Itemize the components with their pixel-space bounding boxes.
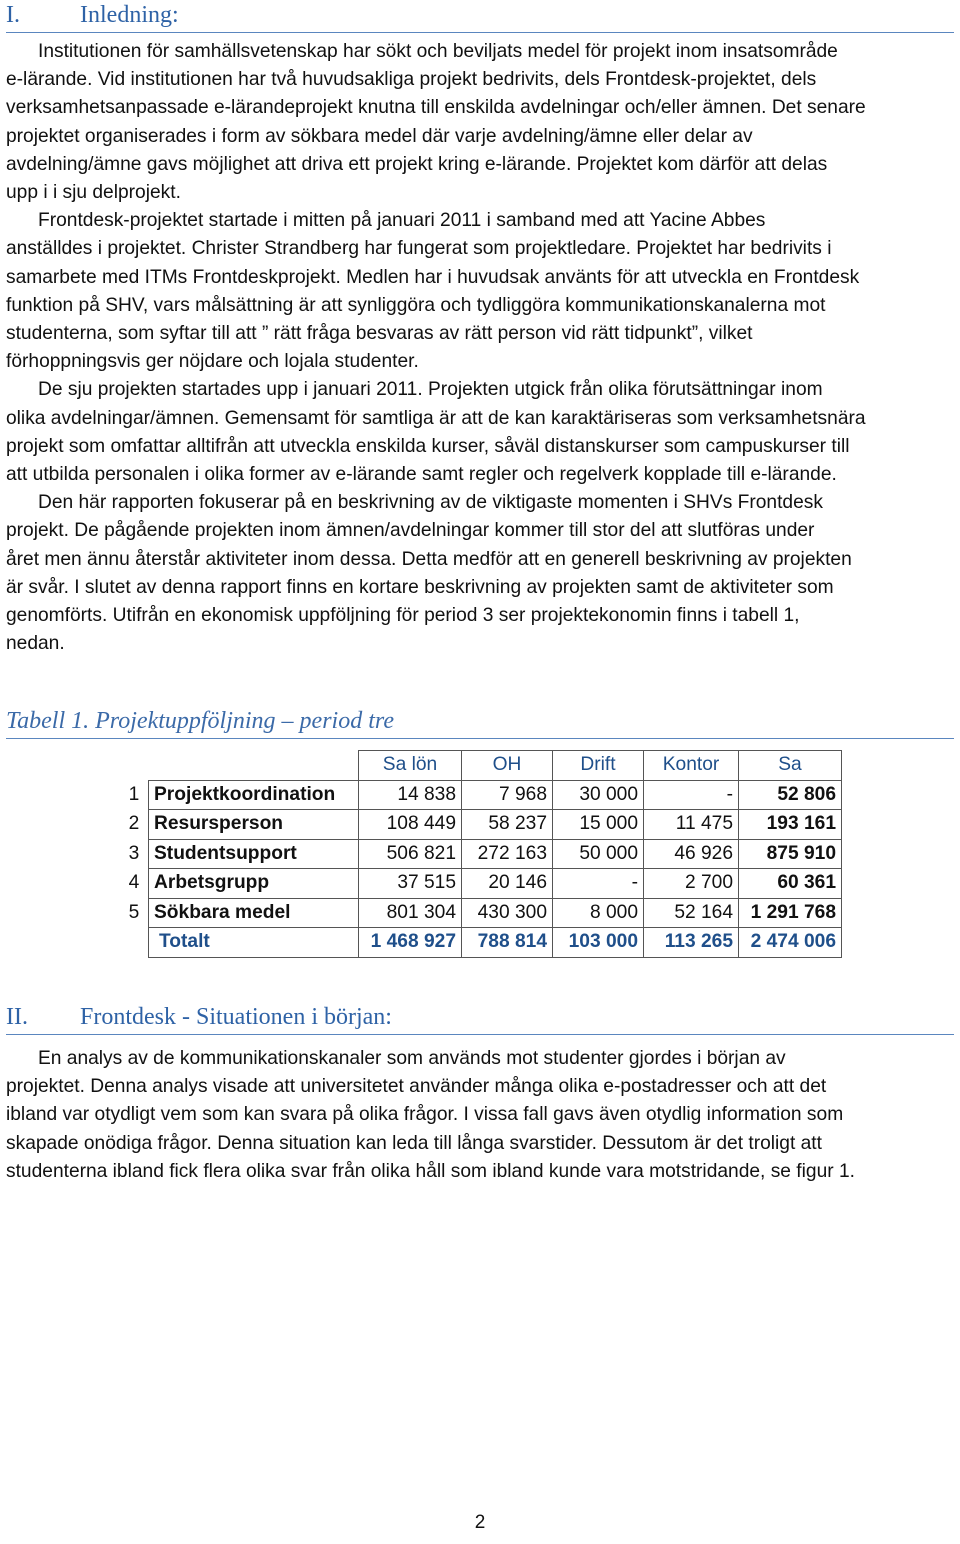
total-sa: 2 474 006 bbox=[739, 928, 842, 958]
text-line: verksamhetsanpassade e-lärandeprojekt knutna till enskilda avdelningar och/eller ämnen. Det senare bbox=[6, 97, 866, 119]
cell-sa-lon: 37 515 bbox=[359, 869, 462, 899]
project-table bbox=[120, 750, 842, 958]
text-line: anställdes i projektet. Christer Strandberg har fungerat som projektledare. Projektet har bedrivits i bbox=[6, 238, 832, 260]
intro-text bbox=[6, 38, 952, 658]
table-header-row bbox=[120, 751, 842, 781]
cell-drift: 15 000 bbox=[553, 810, 644, 840]
text-line: Frontdesk-projektet startade i mitten på januari 2011 i samband med att Yacine Abbes bbox=[6, 210, 766, 232]
cell-kontor: 46 926 bbox=[644, 839, 739, 869]
cell-sa-lon: 14 838 bbox=[359, 780, 462, 810]
cell-sa-lon: 108 449 bbox=[359, 810, 462, 840]
text-line: förhoppningsvis ger nöjdare och lojala studenter. bbox=[6, 351, 419, 373]
cell-oh: 7 968 bbox=[462, 780, 553, 810]
table-row bbox=[120, 898, 842, 928]
table-row bbox=[120, 780, 842, 810]
table-row bbox=[120, 810, 842, 840]
text-line: projektet organiserades i form av sökbara medel där varje avdelning/ämne eller delar av bbox=[6, 125, 753, 147]
row-name: Resursperson bbox=[149, 810, 359, 840]
total-sa-lon: 1 468 927 bbox=[359, 928, 462, 958]
text-line: genomförts. Utifrån en ekonomisk uppföljning för period 3 ser projektekonomin finns i tabell 1, bbox=[6, 605, 800, 627]
text-line: samarbete med ITMs Frontdeskprojekt. Medlen har i huvudsak använts för att utveckla en Frontdesk bbox=[6, 266, 860, 288]
text-line: funktion på SHV, vars målsättning är att synliggöra och tydliggöra kommunikationskanalerna mot bbox=[6, 294, 826, 316]
cell-sa: 875 910 bbox=[739, 839, 842, 869]
cell-oh: 20 146 bbox=[462, 869, 553, 899]
cell-oh: 430 300 bbox=[462, 898, 553, 928]
cell-drift: - bbox=[553, 869, 644, 899]
cell-oh: 272 163 bbox=[462, 839, 553, 869]
row-name: Sökbara medel bbox=[149, 898, 359, 928]
cell-kontor: 52 164 bbox=[644, 898, 739, 928]
header-sa: Sa bbox=[739, 751, 842, 781]
table-row bbox=[120, 869, 842, 899]
cell-sa: 193 161 bbox=[739, 810, 842, 840]
table-total-row bbox=[120, 928, 842, 958]
text-line: upp i i sju delprojekt. bbox=[6, 182, 181, 204]
header-drift: Drift bbox=[553, 751, 644, 781]
page-number: 2 bbox=[474, 1512, 486, 1533]
table-row bbox=[120, 839, 842, 869]
row-name: Arbetsgrupp bbox=[149, 869, 359, 899]
text-line: projekt som omfattar alltifrån att utveckla enskilda kurser, såväl distanskurser som campuskurser till bbox=[6, 435, 850, 457]
total-oh: 788 814 bbox=[462, 928, 553, 958]
cell-drift: 50 000 bbox=[553, 839, 644, 869]
section-heading-2 bbox=[6, 1004, 954, 1035]
cell-drift: 30 000 bbox=[553, 780, 644, 810]
text-line: projekt. De pågående projekten inom ämnen/avdelningar kommer till stor del att slutföras under bbox=[6, 520, 815, 542]
cell-kontor: 11 475 bbox=[644, 810, 739, 840]
text-line: studenterna ibland fick flera olika svar från olika håll som ibland kunde vara motstridande, se figur 1. bbox=[6, 1160, 855, 1182]
header-sa-lon: Sa lön bbox=[359, 751, 462, 781]
cell-sa: 60 361 bbox=[739, 869, 842, 899]
cell-drift: 8 000 bbox=[553, 898, 644, 928]
text-line: är svår. I slutet av denna rapport finns en kortare beskrivning av projekten samt de aktiviteter som bbox=[6, 576, 834, 598]
row-number: 5 bbox=[128, 901, 140, 923]
row-number: 3 bbox=[128, 842, 140, 864]
text-line: året men ännu återstår aktiviteter inom dessa. Detta medför att en generell beskrivning av projekten bbox=[6, 548, 852, 570]
text-line: En analys av de kommunikationskanaler som används mot studenter gjordes i början av bbox=[6, 1048, 786, 1069]
row-number: 4 bbox=[128, 872, 140, 894]
section2-text bbox=[6, 1045, 952, 1186]
section-title: Frontdesk - Situationen i början: bbox=[80, 1004, 392, 1030]
header-kontor: Kontor bbox=[644, 751, 739, 781]
cell-sa-lon: 506 821 bbox=[359, 839, 462, 869]
cell-kontor: - bbox=[644, 780, 739, 810]
total-drift: 103 000 bbox=[553, 928, 644, 958]
section-title: Inledning: bbox=[80, 2, 179, 28]
total-label: Totalt bbox=[149, 928, 359, 958]
text-line: ibland var otydligt vem som kan svara på olika frågor. I vissa fall gavs även otydlig information som bbox=[6, 1104, 844, 1126]
text-line: olika avdelningar/ämnen. Gemensamt för samtliga är att de kan karaktäriseras som verksamhetsnära bbox=[6, 407, 866, 429]
text-line: projektet. Denna analys visade att universitetet använder många olika e-postadresser och att det bbox=[6, 1076, 827, 1098]
text-line: e-lärande. Vid institutionen har två huvudsakliga projekt bedrivits, dels Frontdesk-projektet, dels bbox=[6, 69, 817, 91]
cell-sa-lon: 801 304 bbox=[359, 898, 462, 928]
cell-sa: 52 806 bbox=[739, 780, 842, 810]
section-heading-1 bbox=[6, 2, 954, 33]
header-oh: OH bbox=[462, 751, 553, 781]
text-line: avdelning/ämne gavs möjlighet att driva ett projekt kring e-lärande. Projektet kom därför att delas bbox=[6, 153, 828, 175]
cell-sa: 1 291 768 bbox=[739, 898, 842, 928]
cell-kontor: 2 700 bbox=[644, 869, 739, 899]
text-line: skapade onödiga frågor. Denna situation kan leda till långa svarstider. Dessutom är det troligt att bbox=[6, 1132, 822, 1154]
row-name: Projektkoordination bbox=[149, 780, 359, 810]
text-line: att utbilda personalen i olika former av e-lärande samt regler och regelverk kopplade till e-lärande. bbox=[6, 464, 837, 486]
text-line: studenterna, som syftar till att ” rätt fråga besvaras av rätt person vid rätt tidpunkt”, vilket bbox=[6, 323, 753, 345]
text-line: Den här rapporten fokuserar på en beskrivning av de viktigaste momenten i SHVs Frontdesk bbox=[6, 492, 823, 514]
text-line: Institutionen för samhällsvetenskap har sökt och beviljats medel för projekt inom insatsområde bbox=[6, 41, 838, 62]
row-number: 1 bbox=[128, 783, 140, 805]
total-kontor: 113 265 bbox=[644, 928, 739, 958]
section-number: I. bbox=[6, 2, 20, 28]
text-line: De sju projekten startades upp i januari 2011. Projekten utgick från olika förutsättningar inom bbox=[6, 379, 823, 401]
row-name: Studentsupport bbox=[149, 839, 359, 869]
cell-oh: 58 237 bbox=[462, 810, 553, 840]
section-number: II. bbox=[6, 1004, 28, 1030]
row-number: 2 bbox=[128, 813, 140, 835]
text-line: nedan. bbox=[6, 633, 65, 655]
table-caption: Tabell 1. Projektuppföljning – period tre bbox=[6, 708, 954, 739]
